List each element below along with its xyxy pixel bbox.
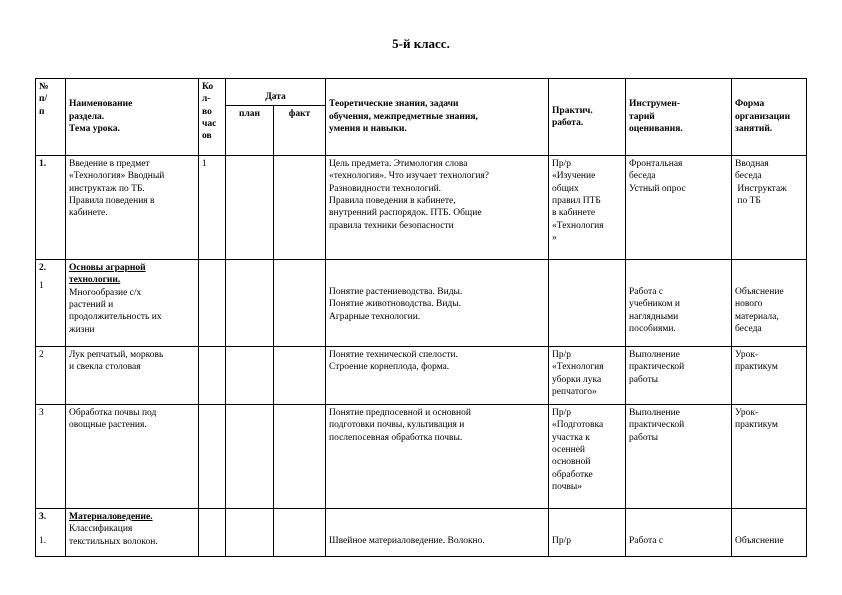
header-practice-cell: Практич. работа. [549,79,626,156]
row-knowledge: Понятие технической спелости. Строение корнеплода, форма. [326,347,549,405]
row-tools: Фронтальная беседа Устный опрос [626,156,732,260]
row-form: Объяснение [732,509,807,557]
row-fact-date [274,405,326,509]
header-knowledge-cell: Теоретические знания, задачи обучения, межпредметные знания, умения и навыки. [326,79,549,156]
row-tools: Работа с учебником и наглядными пособиями. [626,260,732,347]
row-fact-date [274,156,326,260]
row-topic: Лук репчатый, морковь и свекла столовая [66,347,199,405]
table-row [36,347,807,405]
row-num: 3. 1. [36,509,66,557]
row-practice: Пр/р «Изучение общих правил ПТБ в кабинете «Технология » [549,156,626,260]
page-title: 5-й класс. [392,36,450,51]
row-tools: Работа с [626,509,732,557]
row-topic: Основы аграрной технологии. Многообразие с/х растений и продолжительность их жизни [66,260,199,347]
table-row [36,405,807,509]
row-topic: Материаловедение. Классификация текстильных волокон. [66,509,199,557]
row-plan-date [226,156,274,260]
header-form-cell: Форма организации занятий. [732,79,807,156]
row-form: Объяснение нового материала, беседа [732,260,807,347]
header-tools-cell: Инструмен- тарий оценивания. [626,79,732,156]
row-practice: Пр/р «Подготовка участка к осенней основной обработке почвы» [549,405,626,509]
row-form: Урок- практикум [732,405,807,509]
row-form: Вводная беседа Инструктаж по ТБ [732,156,807,260]
row-fact-date [274,260,326,347]
row-plan-date [226,405,274,509]
row-num: 1. [36,156,66,260]
row-practice [549,260,626,347]
row-form: Урок- практикум [732,347,807,405]
table-row [36,156,807,260]
header-date-cell: Дата [226,79,326,106]
table-row [36,260,807,347]
lesson-plan-table [35,78,807,557]
row-knowledge: Понятие растениеводства. Виды. Понятие животноводства. Виды. Аграрные технологии. [326,260,549,347]
row-topic: Введение в предмет «Технология» Вводный инструктаж по ТБ. Правила поведения в кабинете. [66,156,199,260]
row-num: 2. 1 [36,260,66,347]
row-knowledge: Понятие предпосевной и основной подготовки почвы, культивация и послепосевная обработка почвы. [326,405,549,509]
row-hours: 1 [199,156,226,260]
header-section-cell: Наименование раздела. Тема урока. [66,79,199,156]
row-tools: Выполнение практической работы [626,347,732,405]
header-plan-cell: план [226,106,274,156]
row-fact-date [274,509,326,557]
row-tools: Выполнение практической работы [626,405,732,509]
row-practice: Пр/р [549,509,626,557]
row-plan-date [226,260,274,347]
header-hours-cell: Ко л- во час ов [199,79,226,156]
row-hours [199,405,226,509]
row-num: 3 [36,405,66,509]
row-hours [199,260,226,347]
row-knowledge: Цель предмета. Этимология слова «технология». Что изучает технология? Разновидности технологий. Правила поведения в кабинете, внутренний распорядок. ПТБ. Общие правила техники безопасности [326,156,549,260]
row-hours [199,347,226,405]
table-header-row [36,79,807,106]
row-num: 2 [36,347,66,405]
row-plan-date [226,347,274,405]
row-practice: Пр/р «Технология уборки лука репчатого» [549,347,626,405]
row-hours [199,509,226,557]
header-fact-cell: факт [274,106,326,156]
row-plan-date [226,509,274,557]
section-title: Материаловедение. [69,512,153,522]
section-title: технологии. [69,275,121,286]
row-knowledge: Швейное материаловедение. Волокно. [326,509,549,557]
row-fact-date [274,347,326,405]
row-topic: Обработка почвы под овощные растения. [66,405,199,509]
section-title: Основы аграрной [69,263,146,273]
table-row [36,509,807,557]
header-num-cell: № п/ п [36,79,66,156]
